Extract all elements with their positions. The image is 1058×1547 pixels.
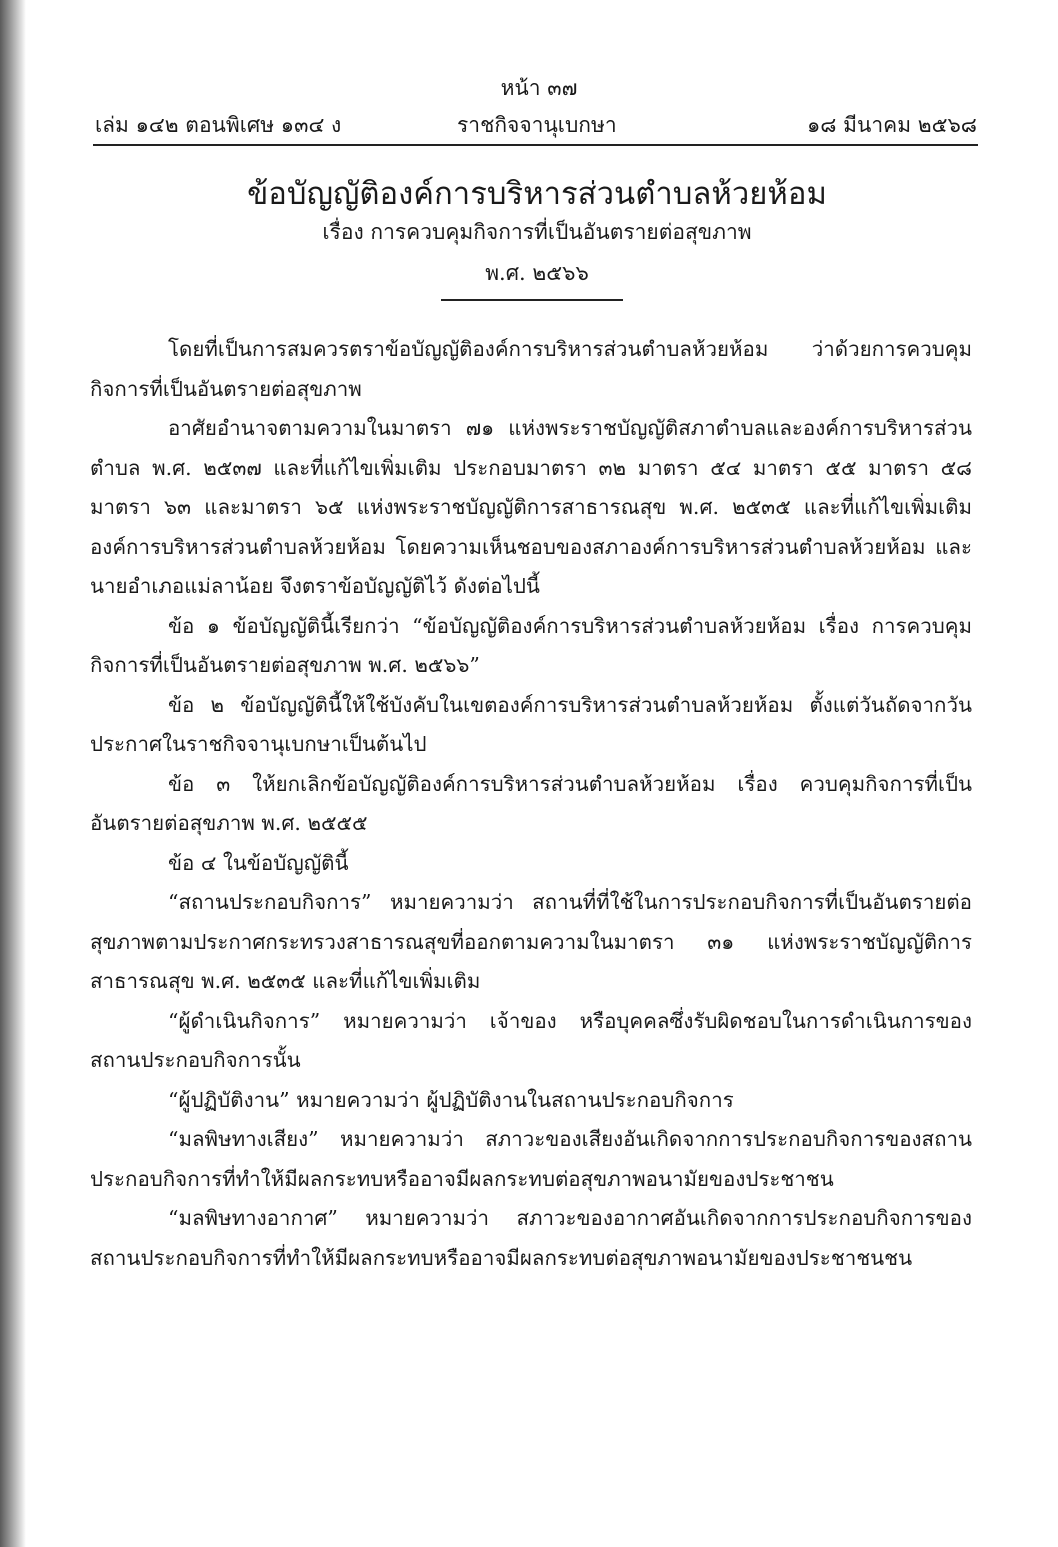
definition-operator: “ผู้ดำเนินกิจการ” หมายความว่า เจ้าของ หรือบุคคลซึ่งรับผิดชอบในการดำเนินการของสถานประกอบกิจการนั้น bbox=[90, 1008, 972, 1072]
header-divider bbox=[93, 144, 978, 146]
document-title: ข้อบัญญัติองค์การบริหารส่วนตำบลห้วยห้อม bbox=[247, 176, 827, 212]
title-divider bbox=[441, 299, 623, 301]
gazette-name: ราชกิจจานุเบกษา bbox=[457, 113, 617, 137]
preamble-paragraph: โดยที่เป็นการสมควรตราข้อบัญญัติองค์การบริหารส่วนตำบลห้วยห้อม ว่าด้วยการควบคุมกิจการที่เป็นอันตรายต่อสุขภาพ bbox=[90, 337, 972, 401]
definition-worker: “ผู้ปฏิบัติงาน” หมายความว่า ผู้ปฏิบัติงานในสถานประกอบกิจการ bbox=[168, 1087, 734, 1112]
document-body bbox=[90, 330, 972, 1278]
definition-air-pollution: “มลพิษทางอากาศ” หมายความว่า สภาวะของอากาศอันเกิดจากการประกอบกิจการของสถานประกอบกิจการที่ทำให้มีผลกระทบหรืออาจมีผลกระทบต่อสุขภาพอนามัยของประชาชนชน bbox=[90, 1206, 972, 1270]
volume-issue: เล่ม ๑๔๒ ตอนพิเศษ ๑๓๔ ง bbox=[95, 113, 342, 137]
page-number: หน้า ๓๗ bbox=[500, 76, 578, 100]
clause-1: ข้อ ๑ ข้อบัญญัตินี้เรียกว่า “ข้อบัญญัติองค์การบริหารส่วนตำบลห้วยห้อม เรื่อง การควบคุมกิจการที่เป็นอันตรายต่อสุขภาพ พ.ศ. ๒๕๖๖” bbox=[90, 613, 972, 677]
definition-establishment: “สถานประกอบกิจการ” หมายความว่า สถานที่ที่ใช้ในการประกอบกิจการที่เป็นอันตรายต่อสุขภาพตามประกาศกระทรวงสาธารณสุขที่ออกตามความในมาตรา ๓๑ แห่งพระราชบัญญัติการสาธารณสุข พ.ศ. ๒๕๓๕ และที่แก้ไขเพิ่มเติม bbox=[90, 890, 972, 993]
document-subject: เรื่อง การควบคุมกิจการที่เป็นอันตรายต่อสุขภาพ bbox=[322, 220, 752, 244]
document-year: พ.ศ. ๒๕๖๖ bbox=[485, 261, 589, 285]
publication-date: ๑๘ มีนาคม ๒๕๖๘ bbox=[806, 113, 977, 137]
definition-noise-pollution: “มลพิษทางเสียง” หมายความว่า สภาวะของเสียงอันเกิดจากการประกอบกิจการของสถานประกอบกิจการที่ทำให้มีผลกระทบหรืออาจมีผลกระทบต่อสุขภาพอนามัยของประชาชน bbox=[90, 1127, 972, 1191]
authority-paragraph: อาศัยอำนาจตามความในมาตรา ๗๑ แห่งพระราชบัญญัติสภาตำบลและองค์การบริหารส่วนตำบล พ.ศ. ๒๕๓๗ และที่แก้ไขเพิ่มเติม ประกอบมาตรา ๓๒ มาตรา ๕๔ มาตรา ๕๕ มาตรา ๕๘ มาตรา ๖๓ และมาตรา ๖๕ แห่งพระราชบัญญัติการสาธารณสุข พ.ศ. ๒๕๓๕ และที่แก้ไขเพิ่มเติม องค์การบริหารส่วนตำบลห้วยห้อม โดยความเห็นชอบของสภาองค์การบริหารส่วนตำบลห้วยห้อม และนายอำเภอแม่ลาน้อย จึงตราข้อบัญญัติไว้ ดังต่อไปนี้ bbox=[90, 416, 972, 598]
clause-3: ข้อ ๓ ให้ยกเลิกข้อบัญญัติองค์การบริหารส่วนตำบลห้วยห้อม เรื่อง ควบคุมกิจการที่เป็นอันตรายต่อสุขภาพ พ.ศ. ๒๕๕๕ bbox=[90, 771, 972, 835]
clause-4: ข้อ ๔ ในข้อบัญญัตินี้ bbox=[168, 850, 349, 875]
gazette-header bbox=[95, 109, 977, 141]
clause-2: ข้อ ๒ ข้อบัญญัตินี้ให้ใช้บังคับในเขตองค์การบริหารส่วนตำบลห้วยห้อม ตั้งแต่วันถัดจากวันประกาศในราชกิจจานุเบกษาเป็นต้นไป bbox=[90, 692, 972, 756]
